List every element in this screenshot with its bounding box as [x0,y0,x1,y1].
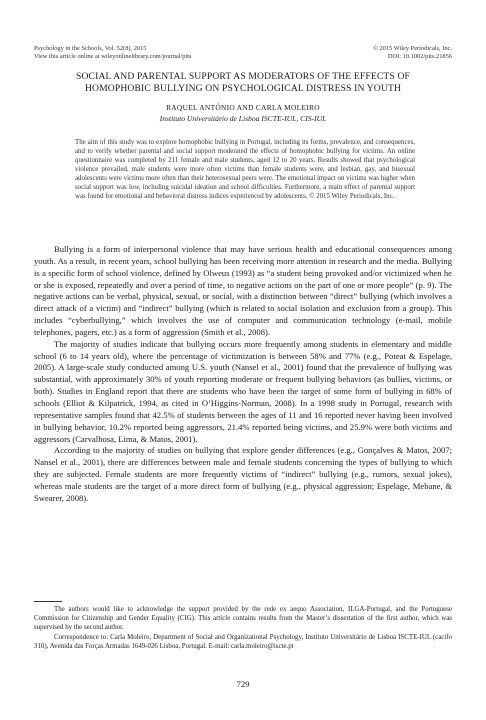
journal-citation: Psychology in the Schools, Vol. 52(8), 2015 [34,45,147,52]
title-line-2: HOMOPHOBIC BULLYING ON PSYCHOLOGICAL DISTRESS IN YOUTH [84,83,402,95]
copyright-notice: © 2015 Wiley Periodicals, Inc. [372,45,452,52]
body-text [34,244,452,505]
authors: RAQUEL ANTÓNIO AND CARLA MOLEIRO [166,103,320,112]
paragraph-2: The majority of studies indicate that bullying occurs more frequently among students in elementary and middle school (6 to 14 years old), where the percentage of victimization is between 58% and 77% (e.g., Poteat & Espelage, 2005). A large-scale study conducted among U.S. youth (Nansel et al., 2001) found that the prevalence of bullying was substantial, with approximately 30% of youth reporting moderate or frequent bullying behaviors (as bullies, victims, or both). Studies in England report that there are students who have been the target of some form of bullying in 68% of schools (Elliot & Kilpatrick, 1994, as cited in O’Higgins-Norman, 2008). In a 1998 study in Portugal, research with representative samples found that 42.5% of students between the ages of 11 and 16 reported never having been involved in bullying behavior, 10.2% reported being aggressors, 21.4% reported being victims, and 25.9% were both victims and aggressors (Carvalhosa, Lima, & Matos, 2001). [34,338,452,444]
running-header-left [34,45,192,62]
footnote-rule [34,601,62,602]
doi[interactable]: DOI: 10.1002/pits.21856 [387,53,452,61]
abstract: The aim of this study was to explore homophobic bullying in Portugal, including its forms, prevalence, and consequences, and to verify whether parental and social support moderated the effects of homophobic bullying for victims. An online questionnaire was completed by 211 female and male students, aged 12 to 20 years. Results showed that psychological violence prevailed, male students were more often victims than female students were, and lesbian, gay, and bisexual adolescents were victims more often than their heterosexual peers were. The emotional impact on victims was higher when social support was low, including suicidal ideation and school difficulties. Furthermore, a main effect of parental support was found for emotional and behavioral distress indices experienced by adolescents. © 2015 Wiley Periodicals, Inc. [75,139,415,200]
article-title [34,71,452,96]
footnotes [34,605,452,651]
paragraph-3: According to the majority of studies on bullying that explore gender differences (e.g., Gonçalves & Matos, 2007; Nansel et al., 2001), there are differences between male and female students concerning the types of bullying to which they are subjected. Female students are more frequently victims of “indirect” bullying (e.g., rumors, sexual jokes), whereas male students are the target of a more direct form of bullying (e.g., physical aggression; Espelage, Mebane, & Swearer, 2008). [34,445,452,503]
page-number: 729 [236,679,250,689]
running-header-right [373,45,452,62]
acknowledgment-note: The authors would like to acknowledge the support provided by the rede ex aequo Association, ILGA-Portugal, and the Portuguese Commission for Citizenship and Gender Equality (CIG). This article contains results from the Master’s dissertation of the first author, which was supervised by the second author. [34,606,452,632]
title-line-1: SOCIAL AND PARENTAL SUPPORT AS MODERATORS OF THE EFFECTS OF [75,71,411,82]
online-link[interactable]: View this article online at wileyonlinelibrary.com/journal/pits [34,53,192,61]
correspondence-note: Correspondence to: Carla Moleiro, Department of Social and Organizational Psychology, Instituto Universitário de Lisboa ISCTE-IUL (cacifo 310), Avenida das Forças Armadas 1649-026 Lisboa, Portugal. E-mail: carla.moleiro@iscte.pt [34,633,452,650]
affiliation: Instituto Universitário de Lisboa ISCTE-IUL, CIS-IUL [159,114,327,123]
paragraph-1: Bullying is a form of interpersonal violence that may have serious health and educational consequences among youth. As a result, in recent years, school bullying has been receiving more attention in research and the media. Bullying is a specific form of school violence, defined by Olweus (1993) as “a student being provoked and/or victimized when he or she is exposed, repeatedly and over a period of time, to negative actions on the part of one or more people” (p. 9). The negative actions can be verbal, physical, sexual, or social, with a distinction between “direct” bullying (which involves a direct attack of a victim) and “indirect” bullying (which is related to social isolation and exclusion from a group). This includes “cyberbullying,” which involves the use of computer and communication technology (e-mail, mobile telephones, pagers, etc.) as a form of aggression (Smith et al., 2008). [34,244,452,337]
